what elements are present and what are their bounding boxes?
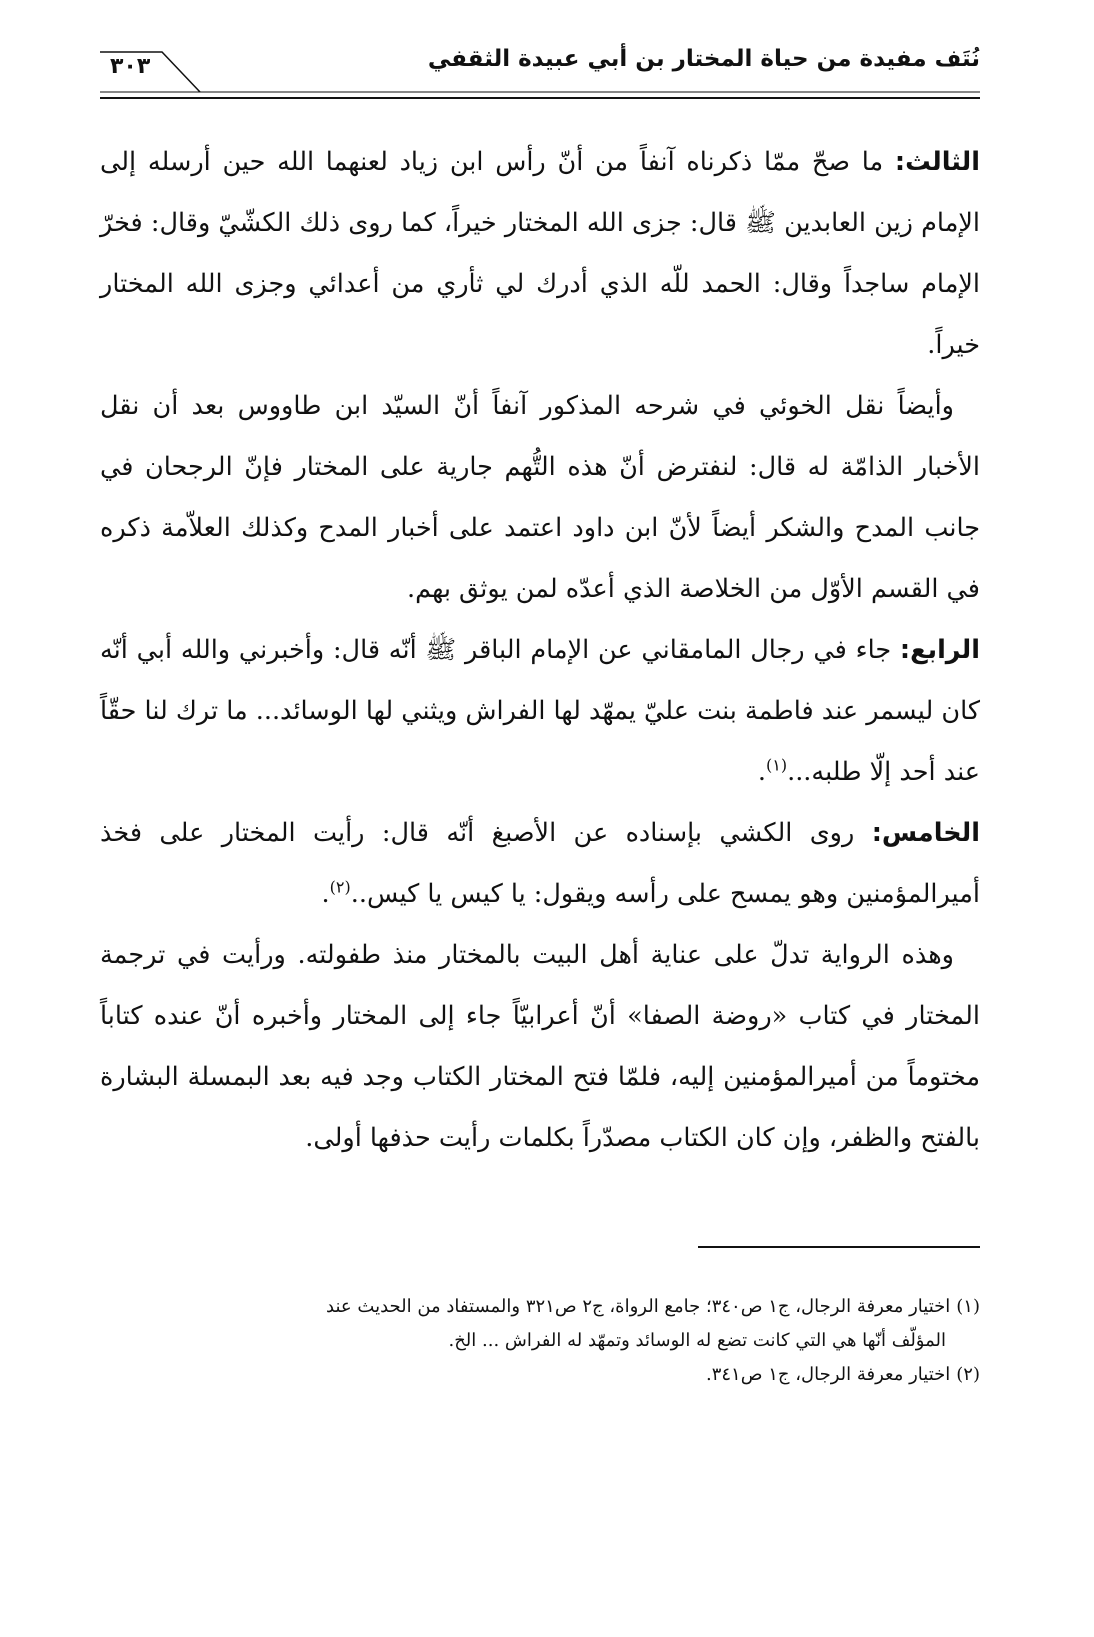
paragraph-tail: . xyxy=(321,879,330,909)
paragraph-text: روى الكشي بإسناده عن الأصبغ أنّه قال: رأيت المختار على فخذ أميرالمؤمنين وهو يمسح على رأسه ويقول: يا كيس يا كيس.. xyxy=(100,818,980,909)
paragraph-third xyxy=(100,132,980,376)
footnote-text: اختيار معرفة الرجال، ج١ ص٣٤٠؛ جامع الرواة، ج٢ ص٣٢١ والمستفاد من الحديث عند xyxy=(326,1296,951,1317)
paragraph-tail: . xyxy=(757,757,766,787)
footnote-continuation: المؤلّف أنّها هي التي كانت تضع له الوسائد وتمهّد له الفراش ... الخ. xyxy=(448,1330,946,1351)
paragraph-fifth xyxy=(100,803,980,925)
book-title: نُتَف مفيدة من حياة المختار بن أبي عبيدة الثقفي xyxy=(427,46,980,72)
paragraph-lead: الخامس: xyxy=(871,818,980,848)
footnote-number: (٢) xyxy=(956,1364,980,1385)
main-text xyxy=(100,132,980,1169)
paragraph-lead: الثالث: xyxy=(894,147,980,177)
footnote-ref-2[interactable]: (٢) xyxy=(329,877,351,897)
running-header xyxy=(100,40,980,102)
footnote-1 xyxy=(100,1290,980,1358)
footnote-ref-1[interactable]: (١) xyxy=(766,755,788,775)
paragraph-fourth xyxy=(100,620,980,803)
footnote-2 xyxy=(100,1358,980,1392)
footnote-separator xyxy=(698,1246,980,1248)
footnote-number: (١) xyxy=(956,1296,980,1317)
paragraph-lead: الرابع: xyxy=(899,635,980,665)
footnote-text: اختيار معرفة الرجال، ج١ ص٣٤١. xyxy=(705,1364,951,1385)
paragraph-text: ما صحّ ممّا ذكرناه آنفاً من أنّ رأس ابن زياد لعنهما الله حين أرسله إلى الإمام زين العابدين ﷺ قال: جزى الله المختار خيراً، كما روى ذلك الكشّيّ وقال: فخرّ الإمام ساجداً وقال: الحمد للّه الذي أدرك لي ثأري من أعدائي وجزى الله المختار خيراً. xyxy=(100,147,980,360)
footnotes xyxy=(100,1290,980,1392)
paragraph-ibn-tawus xyxy=(100,376,980,620)
paragraph-text: وأيضاً نقل الخوئي في شرحه المذكور آنفاً أنّ السيّد ابن طاووس بعد أن نقل الأخبار الذامّة له قال: لنفترض أنّ هذه التُّهم جارية على المختار فإنّ الرجحان في جانب المدح والشكر أيضاً لأنّ ابن داود اعتمد على أخبار المدح وكذلك العلاّمة ذكره في القسم الأوّل من الخلاصة الذي أعدّه لمن يوثق بهم. xyxy=(100,391,980,604)
paragraph-text: جاء في رجال المامقاني عن الإمام الباقر ﷺ أنّه قال: وأخبرني والله أبي أنّه كان ليسمر عند فاطمة بنت عليّ يمهّد لها الفراش ويثني لها الوسائد... ما ترك لنا حقّاً عند أحد إلّا طلبه... xyxy=(100,635,980,787)
paragraph-text: وهذه الرواية تدلّ على عناية أهل البيت بالمختار منذ طفولته. ورأيت في ترجمة المختار في كتاب «روضة الصفا» أنّ أعرابيّاً جاء إلى المختار وأخبره أنّ عنده كتاباً مختوماً من أميرالمؤمنين إليه، فلمّا فتح المختار الكتاب وجد فيه بعد البمسلة البشارة بالفتح والظفر، وإن كان الكتاب مصدّراً بكلمات رأيت حذفها أولى. xyxy=(100,940,980,1153)
page-number: ٣٠٣ xyxy=(110,54,151,79)
paragraph-rawdat-al-safa xyxy=(100,925,980,1169)
